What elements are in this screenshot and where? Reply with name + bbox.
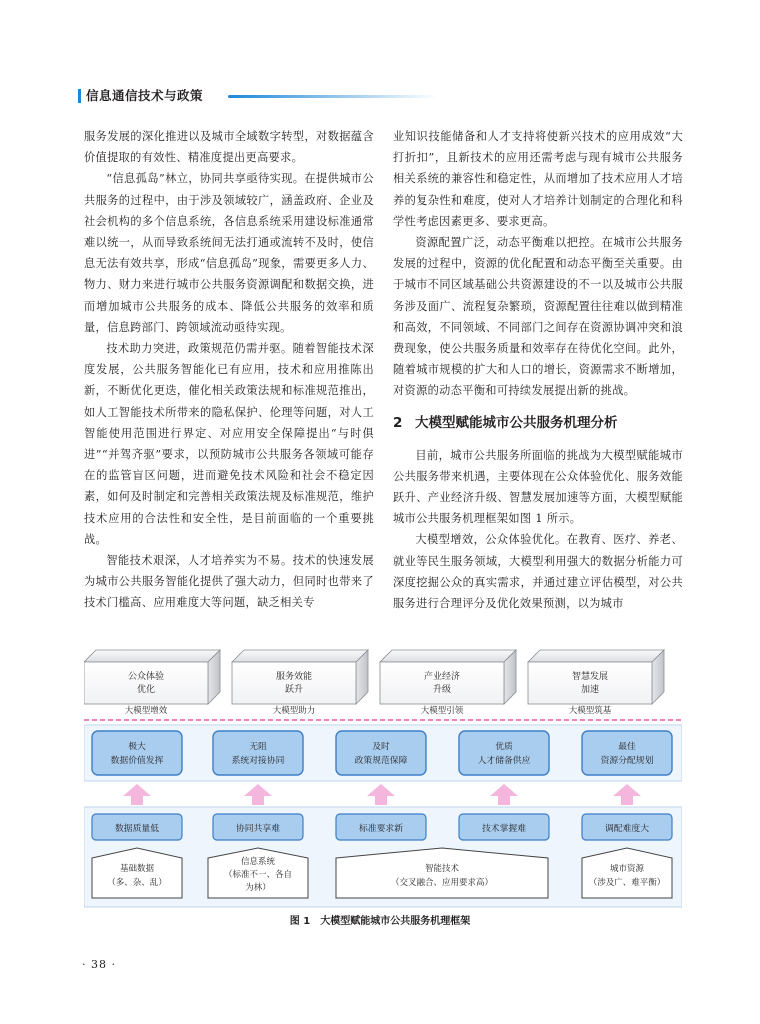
paragraph: 技术助力突进，政策规范仍需并驱。随着智能技术深度发展，公共服务智能化已有应用，技术和应用推陈出新，不断优化更迭，催化相关政策法规和标准规范推出，如人工智能技术所带来的隐私保护、伦理等问题，对人工智能使用范围进行界定、对应用安全保障提出“与时俱进”“并驾齐驱”要求，以预防城市公共服务各领域可能存在的监管盲区问题，进而避免技术风险和社会不稳定因素，如何及时制定和完善相关政策法规及标准规范，维护技术应用的合法性和安全性，是目前面临的一个重要挑战。 (84, 342, 374, 546)
mid-box-line1: 最佳 (618, 742, 636, 752)
figure-1 (84, 648, 682, 910)
section-title: 大模型赋能城市公共服务机理分析 (415, 414, 618, 431)
row-label: 大模型助力 (272, 706, 316, 716)
top-box-2 (232, 650, 368, 704)
top-box-line1: 产业经济 (423, 672, 461, 682)
paragraph: “信息孤岛”林立，协同共享亟待实现。在提供城市公共服务的过程中，由于涉及领域较广，涵盖政府、企业及社会机构的多个信息系统，各信息系统采用建设标准通常难以统一，从而导致系统间无法打通或流转不及时，使信息无法有效共享，形成“信息孤岛”现象，需要更多人力、物力、财力来进行城市公共服务资源调配和数据交换，进而增加城市公共服务的成本、降低公共服务的效率和质量，信息跨部门、跨领域流动亟待实现。 (84, 172, 374, 334)
top-box-1 (84, 650, 220, 704)
mid-box-line2: 资源分配规划 (600, 756, 654, 766)
header-accent-bar (78, 89, 81, 103)
up-arrow (367, 784, 395, 805)
mid-box-3 (336, 731, 426, 775)
problem-box-label: 协同共享难 (236, 824, 280, 834)
figure-caption: 图 1 大模型赋能城市公共服务机理框架 (289, 916, 471, 927)
journal-title: 信息通信技术与政策 (86, 88, 204, 103)
framework-diagram (84, 648, 682, 910)
up-arrows (123, 784, 641, 805)
up-arrow (244, 784, 272, 805)
mid-box-line2: 人才储备供应 (477, 756, 531, 766)
paragraph: 大模型增效，公众体验优化。在教育、医疗、养老、就业等民生服务领域，大模型利用强大的数据分析能力可深度挖掘公众的真实需求，并通过建立评估模型，对公共服务进行合理评分及优化效果预测，以为城市 (393, 533, 683, 611)
mid-box-line1: 极大 (128, 742, 146, 752)
top-box-line2: 升级 (432, 685, 452, 695)
right-column (393, 126, 683, 614)
base-box-line3: 为林） (245, 883, 271, 893)
row-label: 大模型增效 (124, 706, 168, 716)
up-arrow (613, 784, 641, 805)
mid-box-5 (582, 731, 672, 775)
base-box-line2: （标准不一、各自 (223, 870, 293, 880)
base-box-line1: 基础数据 (119, 864, 155, 874)
problem-box-label: 数据质量低 (115, 824, 159, 834)
mid-box-line1: 优质 (495, 742, 513, 752)
top-box-3 (380, 650, 516, 704)
problem-boxes (92, 814, 672, 840)
paragraph: 目前，城市公共服务所面临的挑战为大模型赋能城市公共服务带来机遇，主要体现在公众体验优化、服务效能跃升、产业经济升级、智慧发展加速等方面，大模型赋能城市公共服务机理框架如图 1 所示。 (393, 448, 683, 526)
paragraph: 智能技术艰深，人才培养实为不易。技术的快速发展为城市公共服务智能化提供了强大动力，但同时也带来了技术门槛高、应用难度大等问题，缺乏相关专 (84, 554, 374, 610)
top-box-line2: 加速 (580, 685, 600, 695)
section-number: 2 (393, 414, 403, 431)
section-heading (393, 410, 683, 436)
top-box-line1: 服务效能 (275, 672, 313, 682)
base-box-2 (208, 848, 308, 898)
row-label: 大模型引领 (420, 706, 464, 716)
base-box-line2: （多、杂、乱） (107, 878, 167, 888)
up-arrow (123, 784, 151, 805)
top-box-4 (528, 650, 664, 704)
mid-box-line2: 数据价值发挥 (110, 756, 164, 766)
mid-box-line1: 及时 (372, 742, 390, 752)
paragraph: 服务发展的深化推进以及城市全域数字转型，对数据蕴含价值提取的有效性、精准度提出更高要求。 (84, 130, 374, 165)
mid-box-line2: 系统对接协同 (231, 756, 285, 766)
base-box-1 (92, 848, 182, 898)
row-label: 大模型筑基 (568, 706, 612, 716)
base-box-line2: （交叉融合、应用要求高） (390, 878, 494, 888)
problem-box-label: 标准要求新 (359, 824, 403, 834)
base-box-line1: 智能技术 (424, 864, 460, 874)
mid-box-line1: 无阻 (249, 742, 267, 752)
paragraph: 资源配置广泛，动态平衡难以把控。在城市公共服务发展的过程中，资源的优化配置和动态平衡至关重要。由于城市不同区域基础公共资源建设的不一以及城市公共服务涉及面广、流程复杂繁琐，资源配置往往难以做到精准和高效，不同领域、不同部门之间存在资源协调冲突和浪费现象，使公共服务质量和效率存在待优化空间。此外，随着城市规模的扩大和人口的增长，资源需求不断增加，对资源的动态平衡和可持续发展提出新的挑战。 (393, 236, 683, 398)
page-number: · 38 · (82, 958, 116, 971)
top-box-line2: 跃升 (284, 685, 304, 695)
paragraph: 业知识技能储备和人才支持将使新兴技术的应用成效“大打折扣”，且新技术的应用还需考虑与现有城市公共服务相关系统的兼容性和稳定性，从而增加了技术应用人才培养的复杂性和难度，使对人才培养计划制定的合理化和科学性考虑因素更多、要求更高。 (393, 130, 683, 228)
header-gradient-line (228, 95, 438, 98)
base-box-line1: 信息系统 (240, 857, 276, 867)
base-box-3 (336, 848, 548, 898)
up-arrow (490, 784, 518, 805)
mid-box-1 (92, 731, 182, 775)
base-box-line2: （涉及广、难平衡） (588, 878, 666, 888)
top-box-line1: 公众体验 (127, 672, 165, 682)
mid-box-2 (213, 731, 303, 775)
top-box-line2: 优化 (136, 685, 156, 695)
problem-box-label: 技术掌握难 (482, 824, 526, 834)
base-box-4 (582, 848, 672, 898)
running-header (78, 88, 698, 104)
top-box-line1: 智慧发展 (571, 672, 609, 682)
mid-box-line2: 政策规范保障 (354, 756, 408, 766)
base-box-line1: 城市资源 (609, 864, 645, 874)
left-column (84, 126, 374, 614)
problem-box-label: 调配难度大 (605, 824, 649, 834)
mid-box-4 (459, 731, 549, 775)
